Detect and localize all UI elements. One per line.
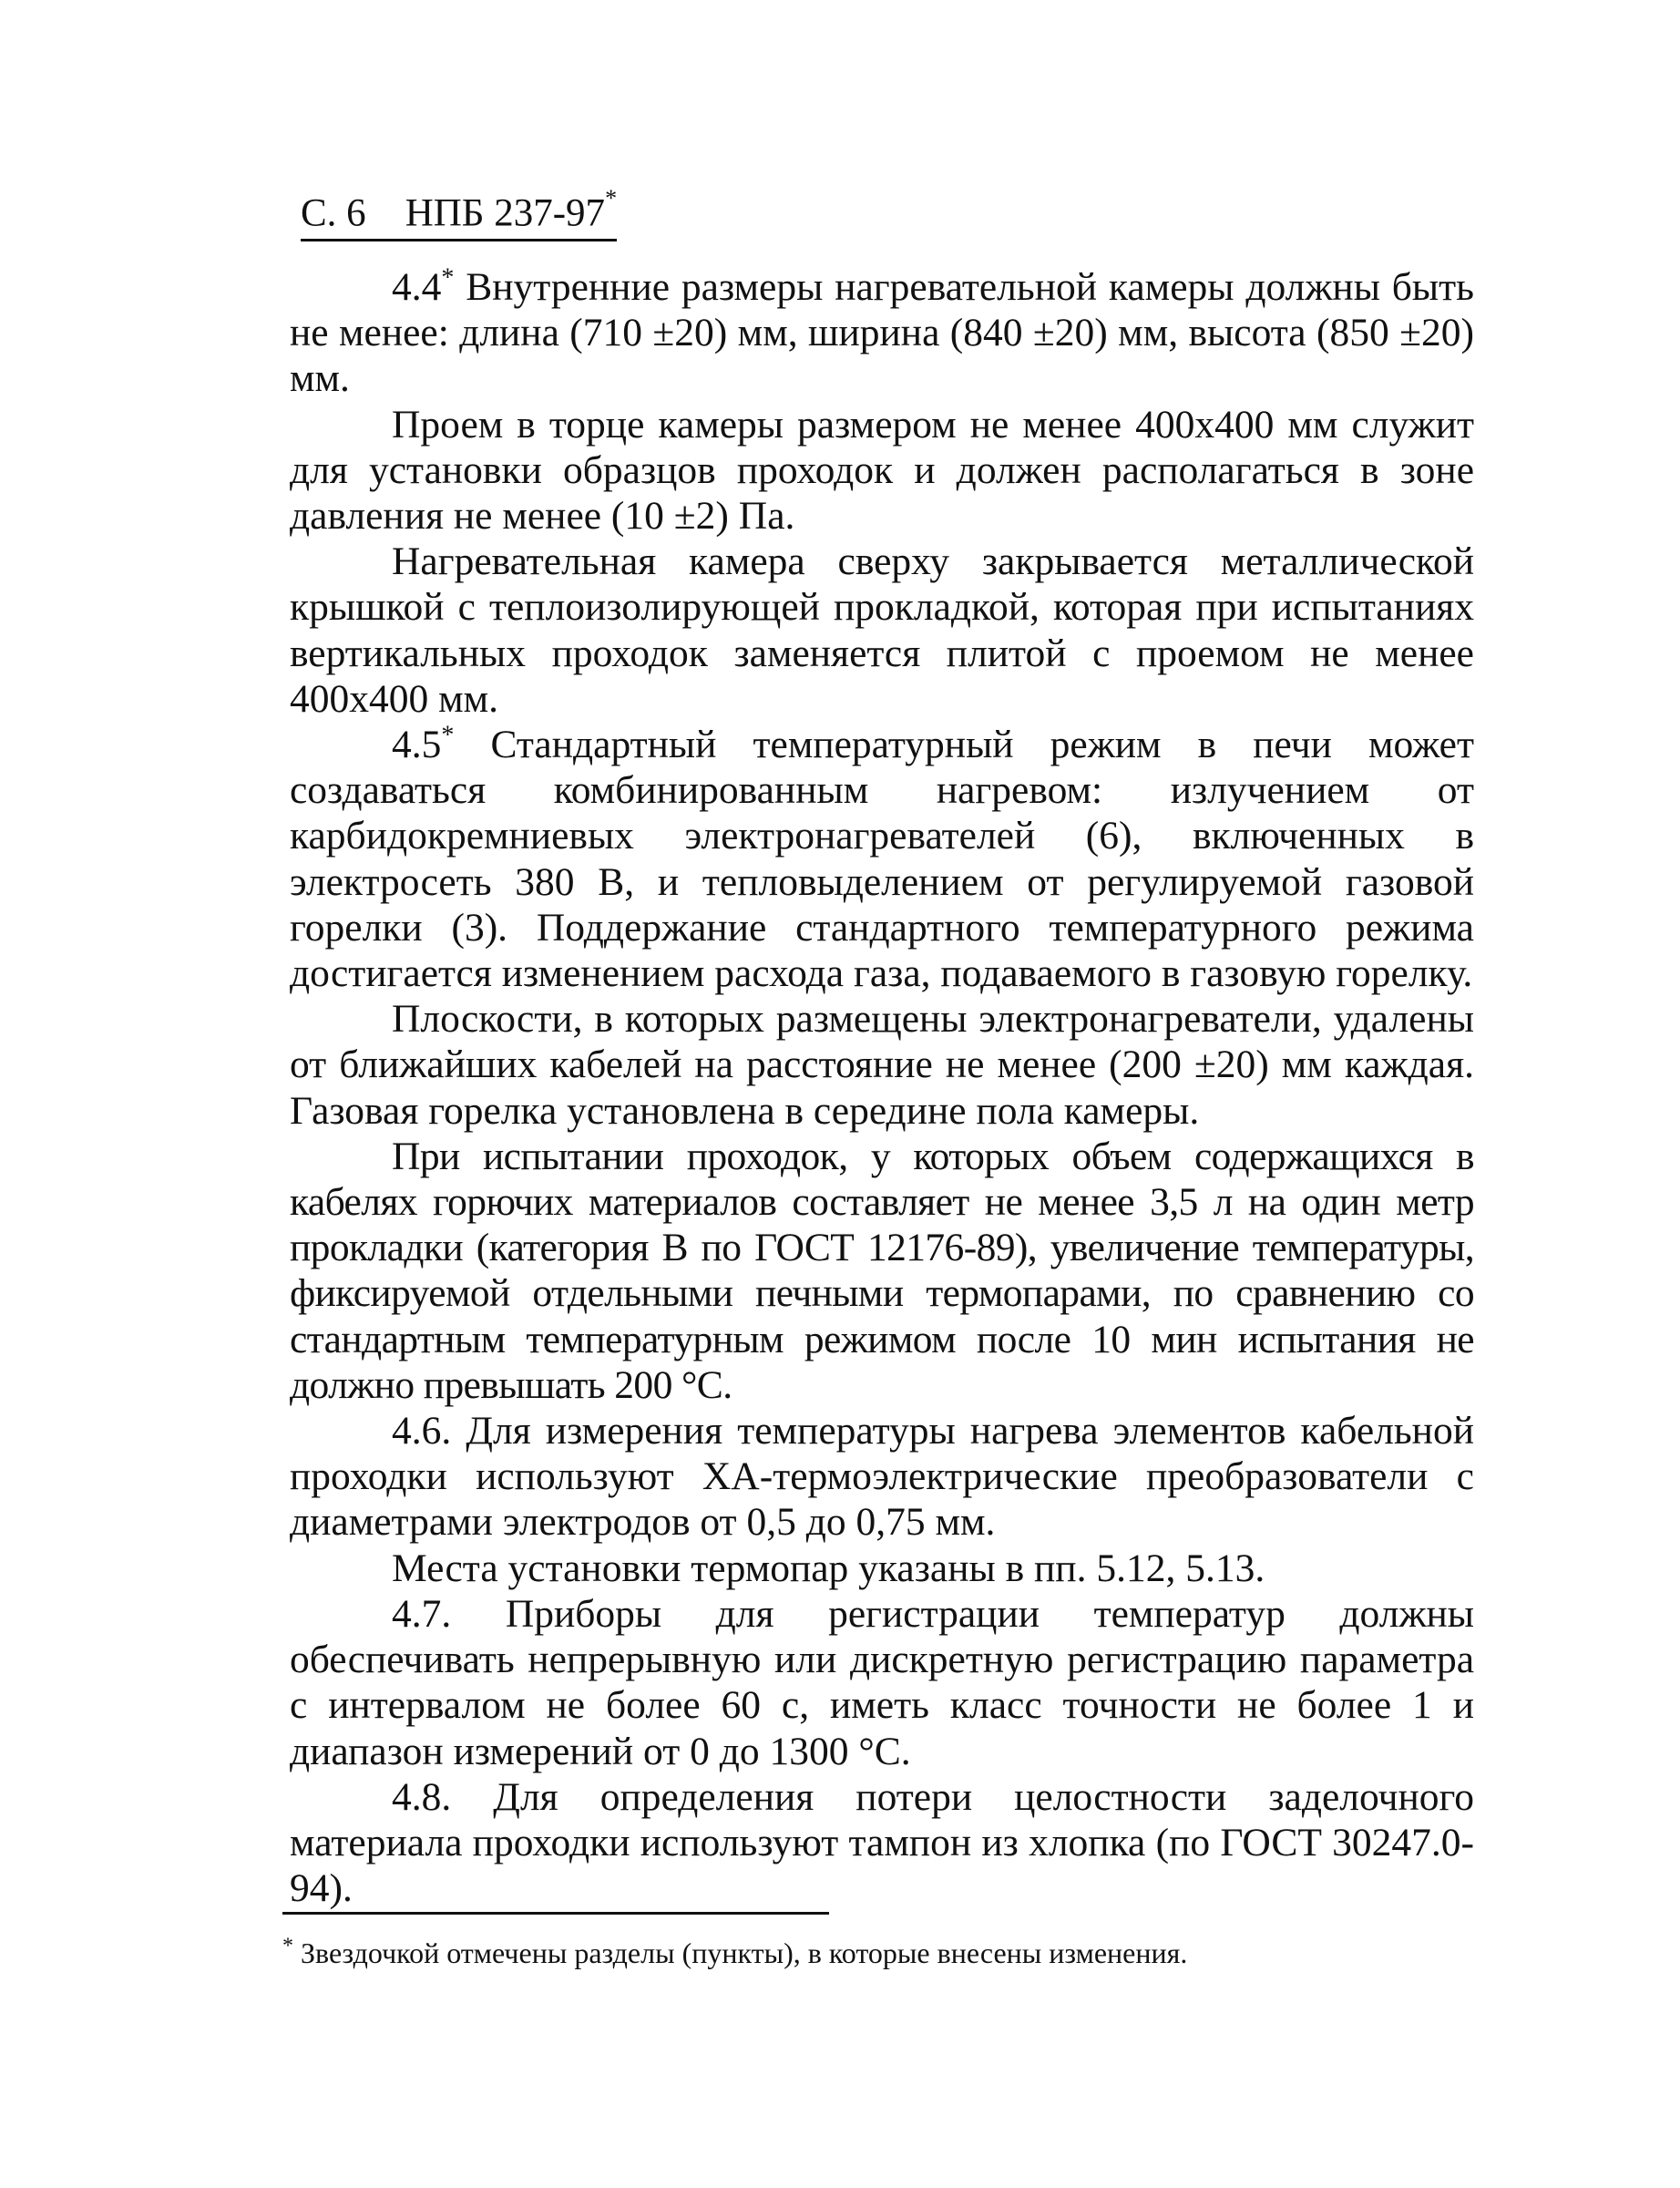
paragraph-4-8 <box>290 1774 1474 1912</box>
footnote <box>282 1934 1467 1972</box>
paragraph-text: Для измерения температуры нагрева элементов кабельной проходки используют ХА-термоэлектрические преобразователи с диаметрами электродов от 0,5 до 0,75 мм. <box>290 1409 1474 1545</box>
paragraph-number: 4.5 <box>392 723 442 767</box>
paragraph <box>290 402 1474 539</box>
paragraph-4-4 <box>290 264 1474 402</box>
paragraph-number: 4.8. <box>392 1774 452 1819</box>
paragraph-number: 4.7. <box>392 1591 452 1636</box>
paragraph <box>290 1546 1474 1591</box>
paragraph-text: Места установки термопар указаны в пп. 5.12, 5.13. <box>392 1546 1265 1590</box>
paragraph <box>290 1134 1474 1408</box>
paragraph-text: При испытании проходок, у которых объем содержащихся в кабелях горючих материалов составляет не менее 3,5 л на один метр прокладки (категория В по ГОСТ 12176-89), увеличение температуры, фиксируемой отдельными печными термопарами, по сравнению со стандартным температурным режимом после 10 мин испытания не должно превышать 200 °С. <box>290 1134 1474 1407</box>
footnote-text: Звездочкой отмечены разделы (пункты), в которые внесены изменения. <box>301 1936 1188 1969</box>
paragraph-text: Стандартный температурный режим в печи может создаваться комбинированным нагревом: излучением от карбидокремниевых электронагревателей (6), включенных в электросеть 380 В, и тепловыделением от регулируемой газовой горелки (3). Поддержание стандартного температурного режима достигается изменением расхода газа, подаваемого в газовую горелку. <box>290 723 1474 996</box>
header-spacer <box>375 191 395 234</box>
page-number: С. 6 <box>301 191 366 235</box>
change-mark: * <box>441 263 455 293</box>
paragraph <box>290 539 1474 722</box>
paragraph-text: Нагревательная камера сверху закрывается металлической крышкой с теплоизолирующей прокладкой, которая при испытаниях вертикальных проходок заменяется плитой с проемом не менее 400х400 мм. <box>290 539 1474 721</box>
footnote-mark: * <box>282 1934 293 1958</box>
paragraph-text: Для определения потери целостности заделочного материала проходки используют тампон из хлопка (по ГОСТ 30247.0-94). <box>290 1774 1475 1911</box>
paragraph <box>290 996 1474 1134</box>
document-code-mark: * <box>605 185 618 211</box>
paragraph-4-6 <box>290 1408 1474 1546</box>
document-body <box>290 264 1474 1911</box>
document-code: НПБ 237-97 <box>405 191 606 235</box>
paragraph-4-7 <box>290 1591 1474 1774</box>
paragraph-text: Приборы для регистрации температур должны обеспечивать непрерывную или дискретную регистрацию параметра с интервалом не более 60 с, иметь класс точности не более 1 и диапазон измерений от 0 до 1300 °С. <box>290 1591 1474 1773</box>
change-mark: * <box>441 721 455 750</box>
page-header <box>301 179 617 241</box>
footnote-divider <box>282 1912 829 1915</box>
paragraph-number: 4.6. <box>392 1409 452 1454</box>
paragraph-4-5 <box>290 722 1474 996</box>
paragraph-text: Внутренние размеры нагревательной камеры должны быть не менее: длина (710 ±20) мм, ширина (840 ±20) мм, высота (850 ±20) мм. <box>290 265 1474 401</box>
paragraph-text: Проем в торце камеры размером не менее 400х400 мм служит для установки образцов проходок и должен располагаться в зоне давления не менее (10 ±2) Па. <box>290 402 1474 539</box>
paragraph-text: Плоскости, в которых размещены электронагреватели, удалены от ближайших кабелей на расстояние не менее (200 ±20) мм каждая. Газовая горелка установлена в середине пола камеры. <box>290 997 1474 1133</box>
paragraph-number: 4.4 <box>392 265 442 309</box>
